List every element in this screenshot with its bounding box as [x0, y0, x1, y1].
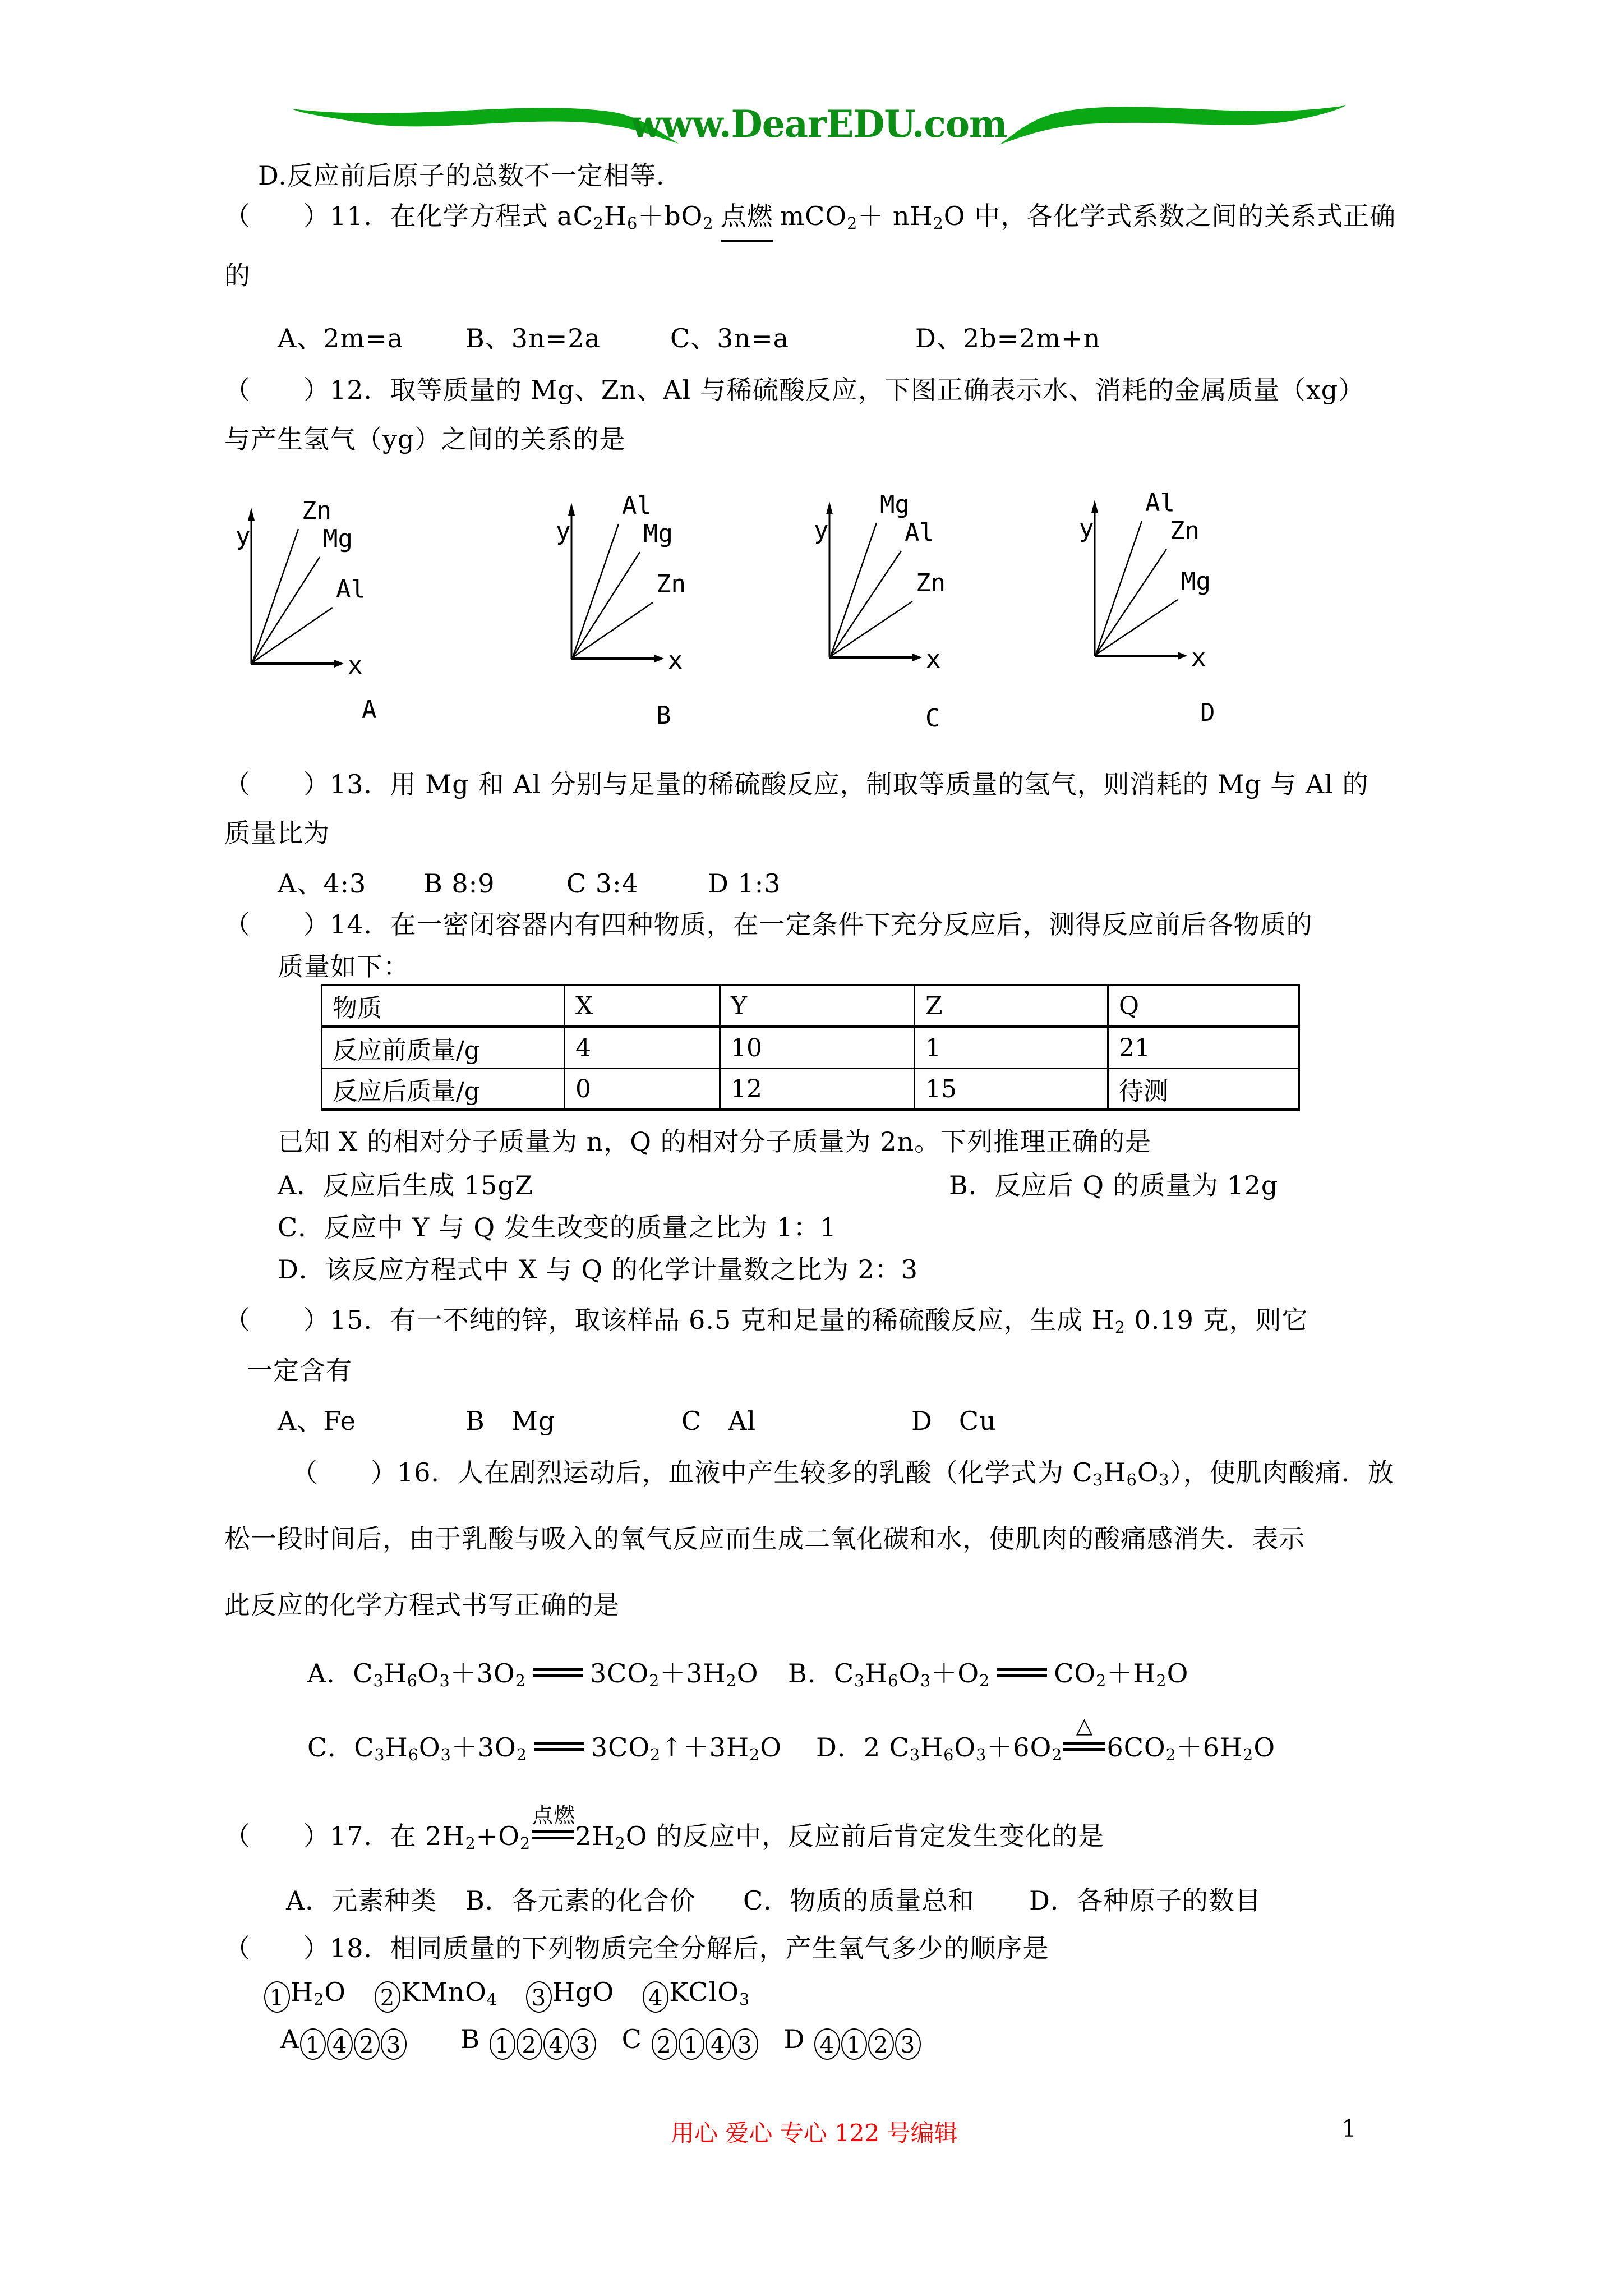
series-label-zn: Zn [916, 569, 946, 597]
table-cell: 10 [720, 1027, 915, 1069]
q16-stem-line1 [292, 1457, 1394, 1490]
q17-option-d[interactable]: D．各种原子的数目 [1029, 1885, 1261, 1916]
table-header-row [322, 985, 1299, 1027]
q13-stem-line2: 质量比为 [224, 818, 330, 848]
answer-bracket[interactable]: （ ） [224, 909, 330, 940]
q18-substance-list [264, 1979, 750, 2013]
option-label: B． [788, 1658, 834, 1688]
formula-part: CO [1054, 1658, 1096, 1688]
q17-option-c[interactable]: C．物质的质量总和 [743, 1885, 975, 1916]
circled-number: 3 [570, 2028, 596, 2060]
q17-stem-line1 [224, 1803, 1105, 1853]
circled-number: 1 [264, 1981, 290, 2013]
formula-part: 2H [575, 1821, 615, 1851]
q17-option-b[interactable]: B．各元素的化合价 [465, 1885, 696, 1916]
q16-stem-text: ），使肌肉酸痛．放 [1169, 1457, 1394, 1488]
series-label-zn: Zn [1170, 517, 1200, 545]
subscript: 2 [519, 1834, 531, 1853]
subscript: 2 [465, 1834, 476, 1853]
formula-part: C [353, 1658, 374, 1688]
answer-bracket[interactable]: （ ） [224, 375, 330, 405]
q18-substance: 4 KClO$_3$ [642, 1977, 750, 2007]
q15-option-b[interactable]: B Mg [465, 1406, 556, 1436]
table-cell: 12 [720, 1069, 915, 1110]
formula-part: ＋6O [986, 1732, 1052, 1763]
q17-stem-text: 在 2H [390, 1821, 465, 1851]
series-label-mg: Mg [1181, 567, 1211, 596]
formula-part: +O [476, 1821, 520, 1851]
q11-option-b[interactable]: B、3n=2a [465, 323, 601, 353]
series-line-zn [1096, 549, 1166, 655]
formula-part: ＋3H [660, 1658, 726, 1688]
q16-stem-line3: 此反应的化学方程式书写正确的是 [224, 1590, 620, 1620]
circled-number: 1 [490, 2028, 515, 2060]
equal-sign [997, 1667, 1047, 1678]
q15-option-a[interactable]: A、Fe [278, 1406, 356, 1436]
formula-part: 2 C [863, 1732, 910, 1763]
series-label-mg: Mg [323, 524, 353, 553]
circled-number: 2 [652, 2028, 677, 2060]
graph-option-label[interactable]: B [656, 701, 671, 730]
series-label-al: Al [1145, 489, 1175, 517]
q13-stem-line1 [224, 771, 1368, 797]
q15-stem-text: 有一不纯的锌，取该样品 6.5 克和足量的稀硫酸反应，生成 H [390, 1305, 1115, 1335]
option-label: C． [307, 1732, 354, 1763]
answer-bracket[interactable]: （ ） [224, 1821, 330, 1851]
equal-sign [533, 1667, 583, 1678]
q11-option-a[interactable]: A、2m=a [278, 323, 404, 353]
y-axis-label: y [236, 522, 251, 551]
option-label: D [783, 2024, 814, 2054]
q14-option-a[interactable]: A．反应后生成 15gZ [278, 1170, 533, 1200]
q17-stem-text: O 的反应中，反应前后肯定发生变化的是 [625, 1821, 1105, 1851]
table-header-cell: Z [915, 985, 1108, 1027]
formula-part: ＋3O [450, 1658, 515, 1688]
circled-number: 3 [895, 2028, 921, 2060]
q14-stem-text: 在一密闭容器内有四种物质，在一定条件下充分反应后，测得反应前后各物质的 [390, 909, 1313, 940]
circled-number: 2 [517, 2028, 542, 2060]
table-cell: 待测 [1108, 1069, 1299, 1110]
reaction-condition-ignite: 点燃 [721, 203, 773, 239]
subscript: 2 [703, 214, 714, 233]
q15-stem-line2: 一定含有 [247, 1355, 352, 1386]
table-cell: 15 [915, 1069, 1108, 1110]
q11-stem-line2: 的 [224, 260, 251, 291]
graph-axes-d [0, 0, 1623, 729]
q18-option-d[interactable] [783, 2024, 922, 2058]
x-axis-label: x [1191, 643, 1206, 672]
formula-part: H [603, 201, 628, 231]
subscript: 3 [1159, 1471, 1170, 1490]
q18-option-b[interactable] [460, 2024, 596, 2058]
formula-part: 3CO [591, 1732, 651, 1763]
formula-part: ＋O [931, 1658, 980, 1688]
q14-option-b[interactable]: B．反应后 Q 的质量为 12g [949, 1170, 1279, 1200]
table-cell: 反应前质量/g [322, 1027, 565, 1069]
formula-part: ＋bO [638, 201, 703, 231]
formula-part: O [1137, 1457, 1159, 1488]
table-row [322, 1069, 1299, 1110]
q15-option-c[interactable]: C Al [681, 1406, 757, 1436]
question-number: 15． [330, 1305, 390, 1335]
circled-number: 3 [381, 2028, 407, 2060]
table-cell: 21 [1108, 1027, 1299, 1069]
q16-stem-line2: 松一段时间后，由于乳酸与吸入的氧气反应而生成二氧化碳和水，使肌肉的酸痛感消失．表示 [224, 1524, 1305, 1554]
q18-substance: 1 $H_2O$ [264, 1977, 346, 2007]
formula-part: ＋3O [451, 1732, 517, 1763]
q11-stem-text: O 中，各化学式系数之间的关系式正确 [943, 201, 1396, 231]
circled-number: 4 [543, 2028, 569, 2060]
x-axis-label: x [668, 646, 683, 675]
formula-part: C [354, 1732, 375, 1763]
q16-stem-text: 人在剧烈运动后，血液中产生较多的乳酸（化学式为 C [457, 1457, 1093, 1488]
reaction-condition-ignite: 点燃 [532, 1803, 576, 1828]
x-axis-arrow-icon [1178, 652, 1187, 660]
series-line-al [1096, 521, 1142, 655]
series-label-al: Al [622, 491, 652, 520]
q18-substance: 2 KMnO$_4$ [374, 1977, 497, 2007]
equal-sign-with-condition [532, 1803, 576, 1841]
q18-stem [224, 1935, 1049, 1961]
answer-bracket[interactable]: （ ） [224, 1933, 330, 1963]
question-number: 11． [330, 201, 390, 231]
circled-number: 1 [679, 2028, 704, 2060]
q18-option-c[interactable] [621, 2024, 759, 2058]
q14-option-d[interactable]: D．该反应方程式中 X 与 Q 的化学计量数之比为 2：3 [278, 1254, 918, 1285]
table-header-cell: Y [720, 985, 915, 1027]
q18-option-a[interactable] [280, 2024, 407, 2058]
formula-part: mCO [780, 201, 847, 231]
q15-stem-text: 0.19 克，则它 [1125, 1305, 1308, 1335]
equal-sign [534, 1741, 584, 1752]
table-cell: 1 [915, 1027, 1108, 1069]
circled-number: 4 [643, 1981, 668, 2013]
y-axis-label: y [556, 517, 571, 546]
option-label: C [621, 2024, 651, 2054]
formula-part: 6CO [1106, 1732, 1166, 1763]
q12-stem-text: 取等质量的 Mg、Zn、Al 与稀硫酸反应，下图正确表示水、消耗的金属质量（xg） [390, 375, 1365, 405]
gas-arrow-icon: ↑ [661, 1732, 683, 1763]
series-label-mg: Mg [880, 490, 910, 519]
q14-stem-line2: 质量如下： [278, 951, 409, 982]
circled-number: 2 [375, 1981, 400, 2013]
q13-option-d[interactable]: D 1:3 [708, 868, 781, 899]
q13-option-a[interactable]: A、4:3 [278, 868, 367, 899]
question-number: 12． [330, 375, 390, 405]
circled-number: 4 [706, 2028, 731, 2060]
table-row [322, 1027, 1299, 1069]
question-number: 14． [330, 909, 390, 940]
series-label-al: Al [905, 518, 934, 547]
question-number: 16． [397, 1457, 458, 1488]
formula-part: ＋6H [1176, 1732, 1243, 1763]
q11-stem-text: 在化学方程式 aC [390, 201, 593, 231]
q11-option-c[interactable]: C、3n=a [670, 323, 790, 353]
graph-option-label[interactable]: D [1200, 698, 1215, 727]
y-axis-label: y [1079, 514, 1094, 543]
subscript: 6 [627, 214, 638, 233]
q15-option-d[interactable]: D Cu [911, 1406, 997, 1436]
circled-number: 3 [526, 1981, 552, 2013]
q14-given-text: 已知 X 的相对分子质量为 n，Q 的相对分子质量为 2n。下列推理正确的是 [278, 1126, 1152, 1157]
formula-part: C [833, 1658, 855, 1688]
equal-sign-with-condition [1063, 1713, 1105, 1752]
q16-option-d[interactable]: D．2 $C_3H_6O_3+6O_2$ △ $6CO_2+6H_2O$ [816, 1713, 1276, 1765]
q16-option-b[interactable]: B．$C_3H_6O_3+O_2$ $CO_2+H_2O$ [788, 1658, 1189, 1691]
x-axis-label: x [926, 645, 941, 674]
q18-stem-text: 相同质量的下列物质完全分解后，产生氧气多少的顺序是 [390, 1933, 1049, 1963]
formula-part: ＋3H [683, 1732, 750, 1763]
subscript: 2 [593, 214, 604, 233]
series-label-al: Al [336, 575, 366, 604]
answer-bracket[interactable]: （ ） [224, 769, 330, 799]
table-header-cell: Q [1108, 985, 1299, 1027]
plus-sign: ＋ [857, 201, 884, 231]
circled-number: 4 [327, 2028, 353, 2060]
option-label: B [460, 2024, 489, 2054]
q18-substance: 3 HgO [525, 1977, 614, 2007]
q11-option-d[interactable]: D、2b=2m+n [915, 323, 1101, 353]
table-cell: 4 [565, 1027, 720, 1069]
subscript: 3 [1092, 1471, 1104, 1490]
answer-bracket[interactable]: （ ） [224, 1305, 330, 1335]
q16-option-c[interactable]: C．$C_3H_6O_3+3O_2$ $3CO_2↑+3H_2O$ [307, 1732, 782, 1765]
q14-stem-line1 [224, 909, 1313, 940]
q13-option-c[interactable]: C 3:4 [566, 868, 639, 899]
banner-site-url[interactable]: www.DearEDU.com [630, 102, 1007, 146]
circled-number: 2 [868, 2028, 894, 2060]
option-label: A． [307, 1658, 353, 1688]
q10-option-d: D.反应前后原子的总数不一定相等. [258, 160, 665, 191]
table-cell: 反应后质量/g [322, 1069, 565, 1110]
x-axis-label: x [348, 651, 363, 680]
question-number: 13． [330, 769, 390, 799]
q16-option-a[interactable]: A．$C_3H_6O_3+3O_2$ $3CO_2+3H_2O$ [307, 1658, 759, 1691]
series-label-zn: Zn [656, 570, 686, 599]
option-label: D． [816, 1732, 864, 1763]
subscript: 2 [1114, 1318, 1126, 1337]
subscript: 6 [1126, 1471, 1137, 1490]
series-line-mg [1096, 600, 1178, 655]
series-label-mg: Mg [643, 519, 673, 548]
circled-number: 4 [814, 2028, 840, 2060]
circled-number: 2 [354, 2028, 380, 2060]
subscript: 2 [847, 214, 858, 233]
footer-editor-note: 用心 爱心 专心 122 号编辑 [671, 2119, 958, 2147]
table-header-cell: 物质 [322, 985, 565, 1027]
formula-part: 3CO [589, 1658, 649, 1688]
q13-stem-text: 用 Mg 和 Al 分别与足量的稀硫酸反应，制取等质量的氢气，则消耗的 Mg 与 Al 的 [390, 769, 1369, 799]
page-number: 1 [1341, 2115, 1357, 2142]
formula-part: ＋H [1106, 1658, 1156, 1688]
graph-option-label[interactable]: C [925, 704, 940, 733]
question-number: 17． [330, 1821, 390, 1851]
formula-part: H [1103, 1457, 1127, 1488]
circled-number: 1 [300, 2028, 326, 2060]
series-label-zn: Zn [302, 496, 331, 525]
q15-stem-line1 [224, 1305, 1308, 1337]
subscript: 2 [615, 1834, 626, 1853]
q12-stem-line2: 与产生氢气（yg）之间的关系的是 [224, 424, 626, 454]
answer-bracket[interactable]: （ ） [292, 1457, 397, 1488]
y-axis-arrow-icon [1091, 500, 1098, 513]
graph-option-label[interactable]: A [362, 696, 377, 724]
circled-number: 1 [841, 2028, 867, 2060]
formula-part: nH [892, 201, 933, 231]
subscript: 2 [933, 214, 944, 233]
y-axis-label: y [814, 516, 829, 545]
question-number: 18． [330, 1933, 390, 1963]
option-label: A [280, 2024, 300, 2054]
table-header-cell: X [565, 985, 720, 1027]
mass-table [321, 984, 1300, 1111]
q18-option-list [280, 2026, 921, 2060]
heat-condition-icon: △ [1076, 1713, 1094, 1738]
q13-option-b[interactable]: B 8:9 [423, 868, 495, 899]
table-cell: 0 [565, 1069, 720, 1110]
q14-option-c[interactable]: C．反应中 Y 与 Q 发生改变的质量之比为 1：1 [278, 1212, 837, 1243]
answer-bracket[interactable]: （ ） [224, 201, 330, 231]
q17-option-a[interactable]: A．元素种类 [286, 1885, 437, 1916]
circled-number: 3 [732, 2028, 758, 2060]
